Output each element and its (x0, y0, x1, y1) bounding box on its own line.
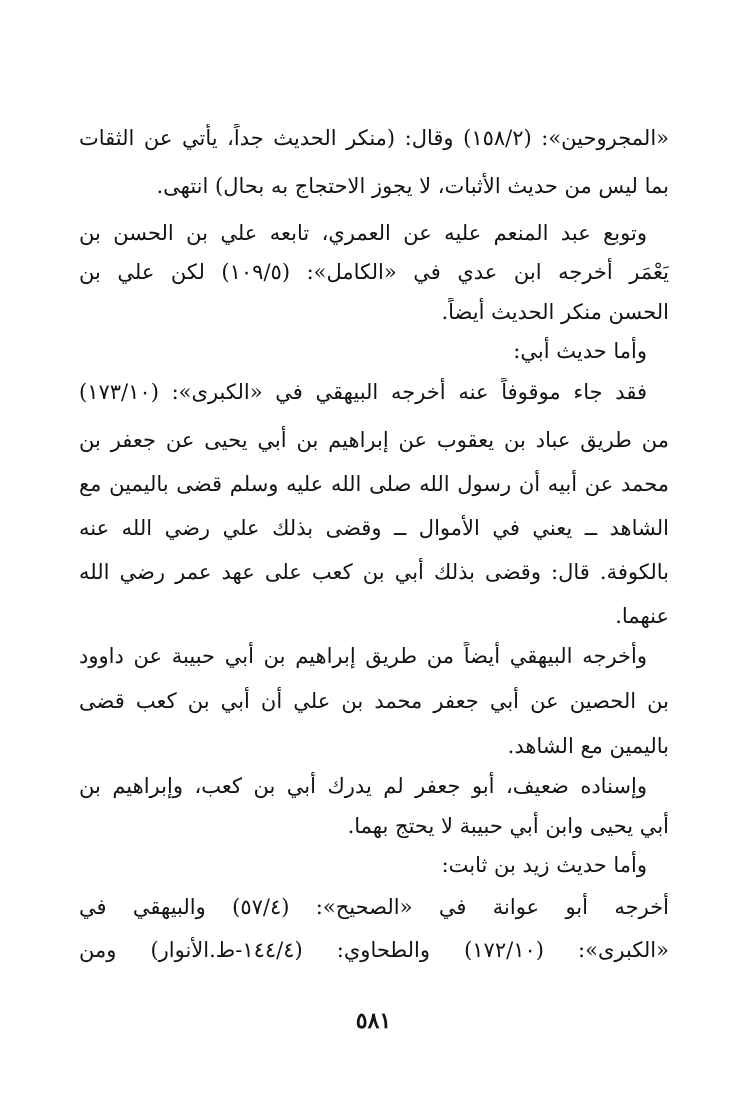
text-line: فقد جاء موقوفاً عنه أخرجه البيهقي في «الكبرى»: (١٧٣/١٠) (79, 380, 647, 404)
text-line: بن الحصين عن أبي جعفر محمد بن علي أن أُبي بن كعب قضى (79, 689, 669, 713)
text-line: وتوبع عبد المنعم عليه عن العمري، تابعه علي بن الحسن بن (79, 221, 647, 245)
text-line: الحسن منكر الحديث أيضاً. (441, 300, 669, 324)
text-line: من طريق عباد بن يعقوب عن إبراهيم بن أبي يحيى عن جعفر بن (79, 428, 669, 452)
text-line: محمد عن أبيه أن رسول الله صلى الله عليه وسلم قضى باليمين مع (79, 472, 669, 496)
text-line: «المجروحين»: (١٥٨/٢) وقال: (منكر الحديث جداً، يأتي عن الثقات (79, 126, 669, 150)
text-line: وأخرجه البيهقي أيضاً من طريق إبراهيم بن أبي حبيبة عن داوود (79, 644, 647, 668)
text-line: وأما حديث زيد بن ثابت: (441, 853, 647, 877)
text-line: يَعْمَر أخرجه ابن عدي في «الكامل»: (١٠٩/٥) لكن علي بن (79, 260, 669, 284)
text-line: وأما حديث أُبي: (513, 339, 647, 363)
text-line: أبي يحيى وابن أبي حبيبة لا يحتج بهما. (347, 814, 669, 838)
text-line: عنهما. (615, 604, 669, 628)
text-line: باليمين مع الشاهد. (507, 734, 669, 758)
text-line: بالكوفة. قال: وقضى بذلك أُبي بن كعب على عهد عمر رضي الله (79, 560, 669, 584)
text-line: بما ليس من حديث الأثبات، لا يجوز الاحتجاج به بحال) انتهى. (156, 174, 669, 198)
text-line: وإسناده ضعيف، أبو جعفر لم يدرك أُبي بن كعب، وإبراهيم بن (79, 774, 647, 798)
text-line: «الكبرى»: (١٧٢/١٠) والطحاوي: (١٤٤/٤-ط.الأنوار) ومن (79, 938, 669, 962)
text-line: الشاهد ــ يعني في الأموال ــ وقضى بذلك علي رضي الله عنه (79, 516, 669, 540)
text-line: أخرجه أبو عوانة في «الصحيح»: (٥٧/٤) والبيهقي في (79, 895, 669, 919)
page-number: ٥٨١ (355, 1008, 392, 1034)
